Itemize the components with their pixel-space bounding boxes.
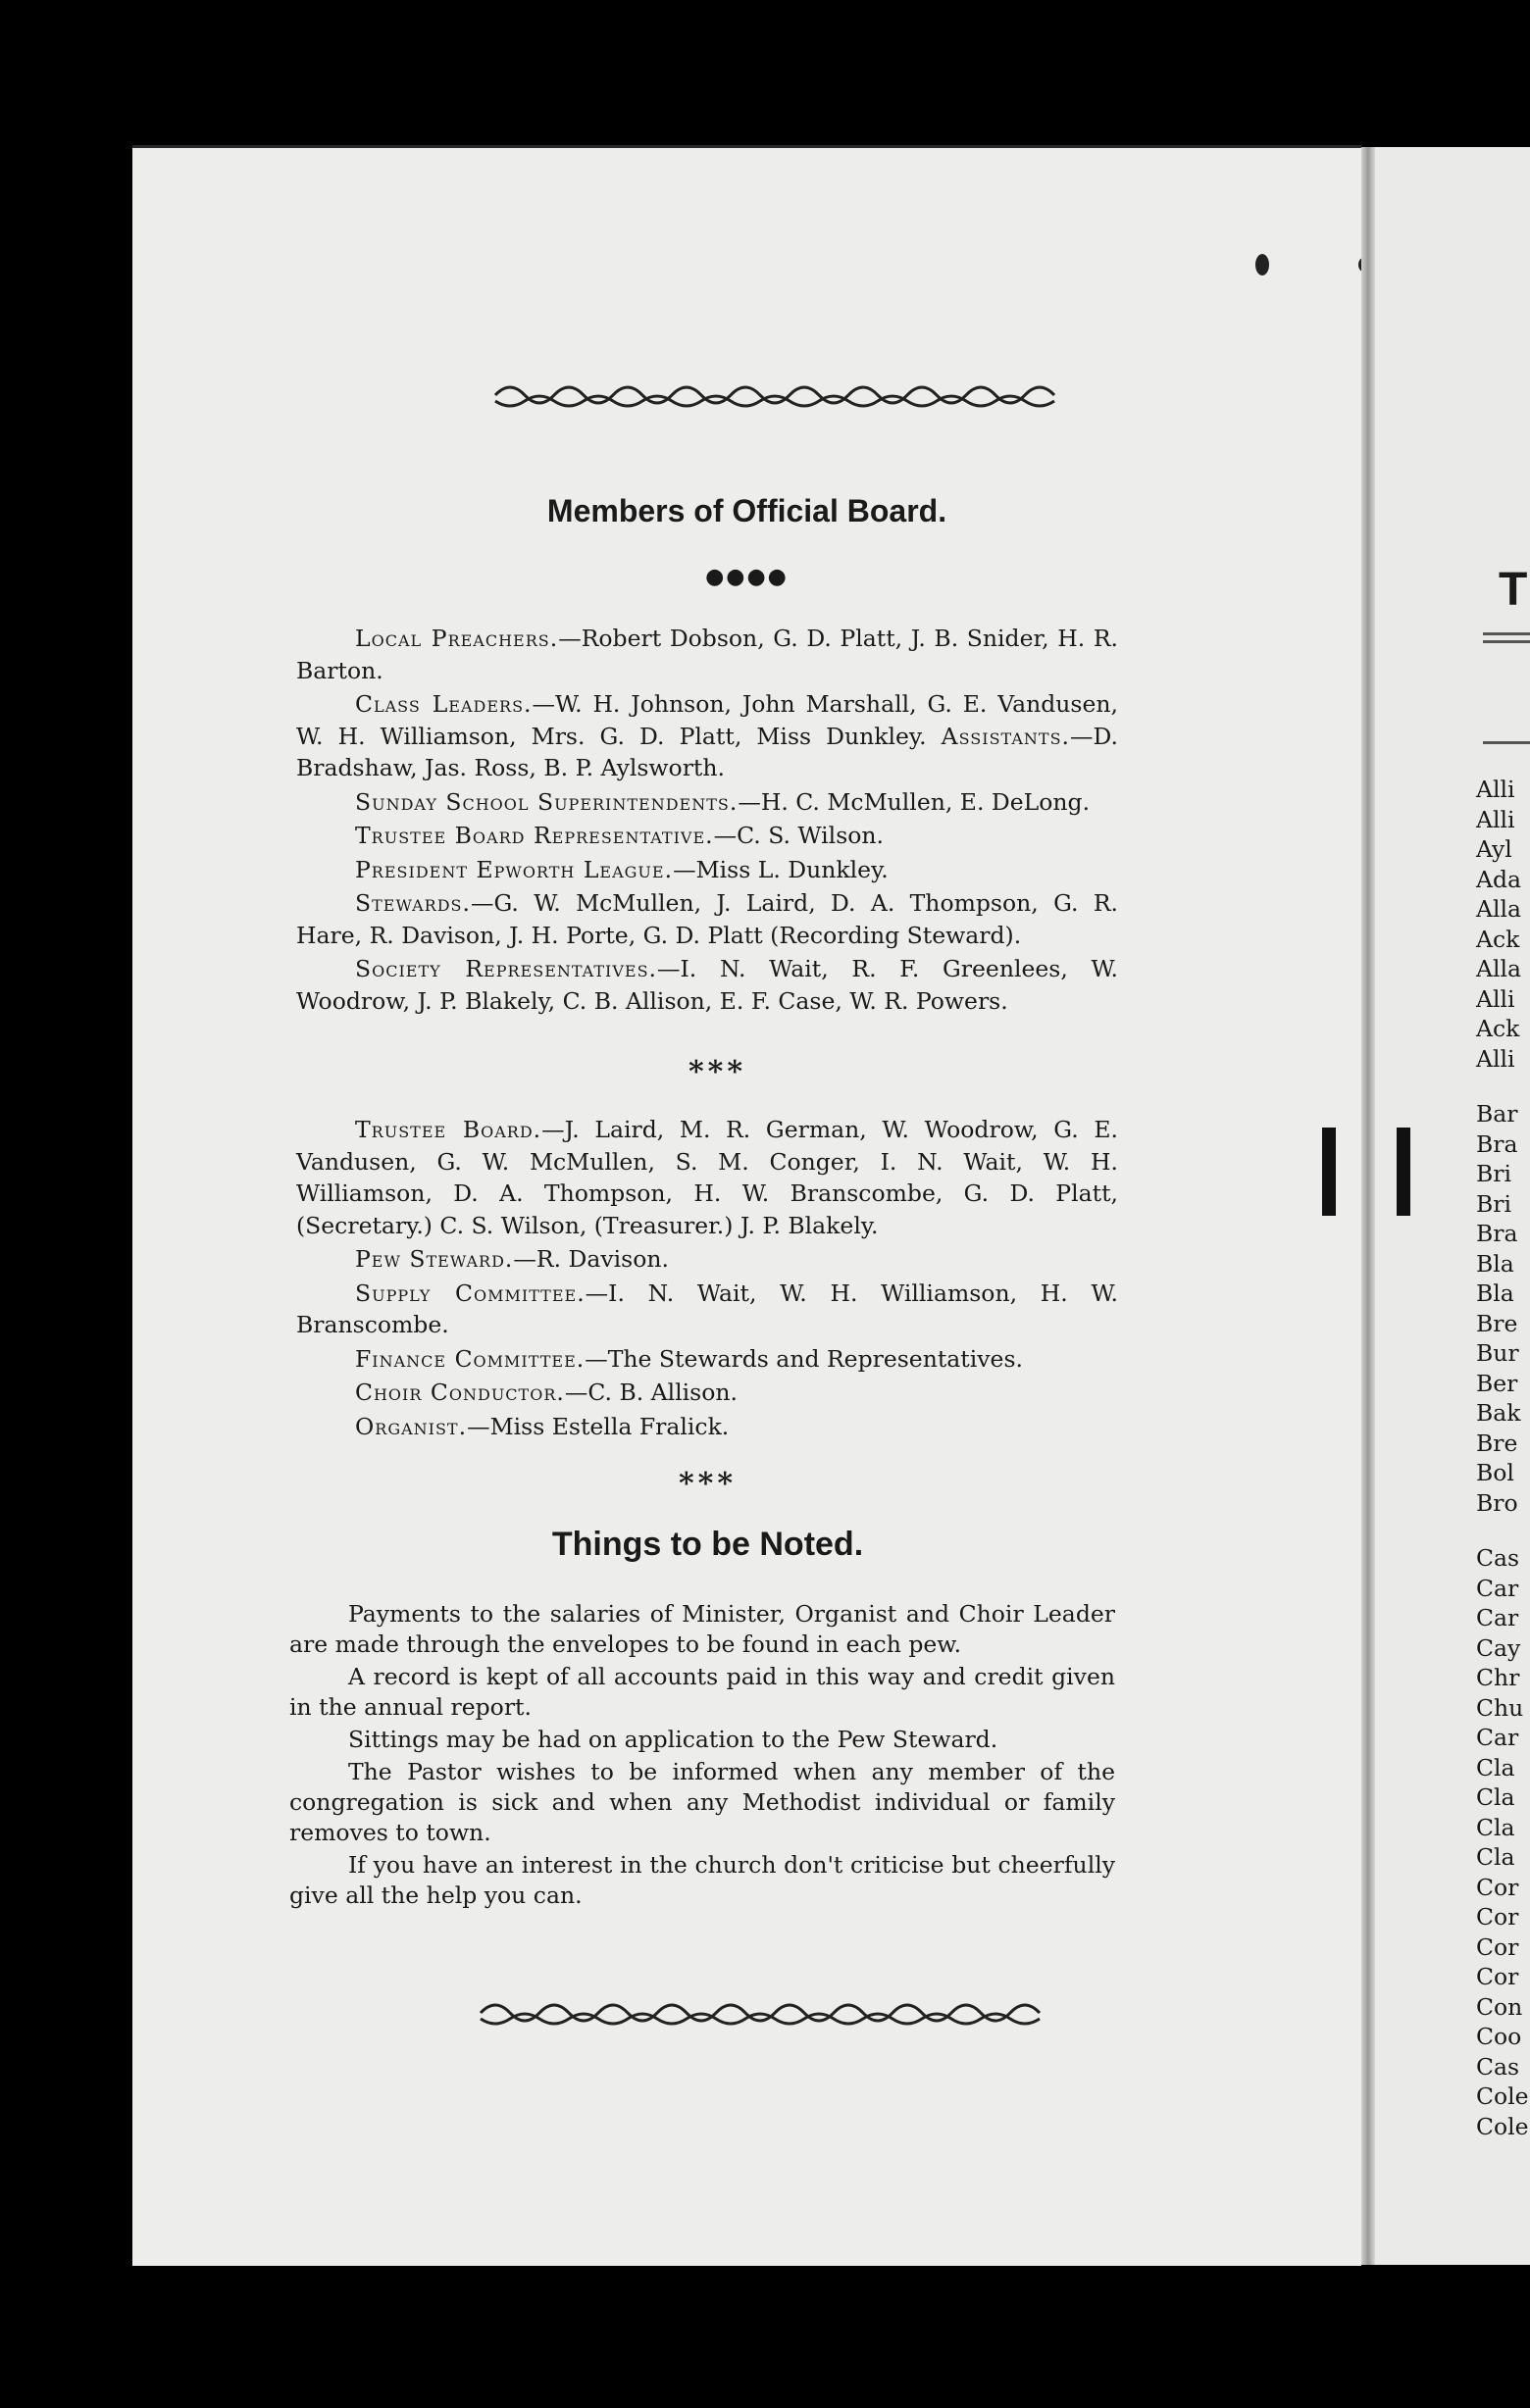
- list-item: Ack: [1476, 1015, 1520, 1042]
- list-item: Cas: [1476, 2052, 1520, 2081]
- separator-2: ***: [678, 1467, 738, 1501]
- list-item: Cor: [1476, 1903, 1519, 1931]
- entry-choir-conductor: Choir Conductor.—C. B. Allison.: [355, 1379, 738, 1406]
- entry-organist: Organist.—Miss Estella Fralick.: [355, 1412, 730, 1440]
- list-item: Cole: [1476, 2082, 1529, 2110]
- list-item: Bre: [1476, 1429, 1518, 1457]
- list-item: Alli: [1476, 1044, 1515, 1073]
- notes-title: Things to be Noted.: [551, 1526, 864, 1563]
- separator-1: ***: [688, 1055, 747, 1089]
- list-item: Cas: [1476, 1544, 1520, 1572]
- list-item: Ada: [1476, 865, 1522, 893]
- right-rule: [1483, 741, 1530, 744]
- top-ornament: [412, 376, 1148, 415]
- page-gutter: [1361, 147, 1375, 2265]
- list-item: Alli: [1476, 984, 1515, 1013]
- list-item: Bak: [1476, 1399, 1521, 1427]
- list-item: Bla: [1476, 1279, 1514, 1307]
- title-dots: ●●●●: [705, 565, 789, 589]
- right-rule: [1483, 632, 1530, 635]
- list-item: Cla: [1476, 1813, 1515, 1841]
- list-item: Ayl: [1476, 835, 1512, 863]
- list-item: Cla: [1476, 1843, 1515, 1871]
- entry-sunday-school: Sunday School Superintendents.—H. C. McMullen, E. DeLong.: [355, 787, 1091, 816]
- left-page: [132, 145, 1361, 2266]
- bottom-ornament: [397, 1993, 1133, 2032]
- list-item: Cor: [1476, 1873, 1519, 1901]
- note-paragraph: If you have an interest in the church don't criticise but cheerfully give all the help you can.: [289, 1851, 1115, 1909]
- list-item: Car: [1476, 1724, 1519, 1751]
- list-item: Con: [1476, 1992, 1523, 2021]
- list-item: Alli: [1476, 776, 1515, 803]
- right-group-a: [1476, 775, 1530, 1074]
- note-paragraph: A record is kept of all accounts paid in this way and credit given in the annual report.: [289, 1663, 1115, 1721]
- notes-body: [289, 1599, 1115, 1913]
- entry-trustee-rep: Trustee Board Representative.—C. S. Wilson.: [355, 822, 885, 849]
- ink-speck: [1255, 254, 1269, 276]
- list-item: Ber: [1476, 1369, 1518, 1397]
- right-rule: [1483, 640, 1530, 643]
- entry-class-leaders: Class Leaders.—W. H. Johnson, John Marshall, G. E. Vandusen, W. H. Williamson, Mrs. G. D. Platt, Miss Dunkley. Assistants.—D. Bradshaw, Jas. Ross, B. P. Aylsworth.: [296, 690, 1118, 781]
- list-item: Chu: [1476, 1693, 1524, 1722]
- right-group-b: [1476, 1099, 1530, 1518]
- list-item: Cla: [1476, 1753, 1515, 1781]
- right-page-heading: T: [1499, 564, 1528, 616]
- right-page-list: [1476, 775, 1530, 2167]
- list-item: Cay: [1476, 1633, 1521, 1662]
- list-item: Bla: [1476, 1249, 1514, 1278]
- list-item: Ack: [1476, 925, 1520, 953]
- list-item: Car: [1476, 1574, 1519, 1602]
- board-entries: [296, 623, 1118, 1019]
- board-title: Members of Official Board.: [546, 493, 947, 528]
- fold-bar-mark: [1397, 1128, 1410, 1216]
- note-paragraph: The Pastor wishes to be informed when any member of the congregation is sick and when any Methodist individual or family removes to town.: [289, 1758, 1115, 1846]
- entry-finance-committee: Finance Committee.—The Stewards and Representatives.: [355, 1344, 1023, 1373]
- list-item: Bol: [1476, 1459, 1514, 1486]
- entry-epworth: President Epworth League.—Miss L. Dunkley.: [355, 855, 889, 883]
- entry-supply-committee: Supply Committee.—I. N. Wait, W. H. Williamson, H. W. Branscombe.: [296, 1279, 1118, 1338]
- list-item: Bra: [1476, 1129, 1518, 1158]
- list-item: Bur: [1476, 1339, 1519, 1367]
- list-item: Bri: [1476, 1189, 1512, 1218]
- entry-local-preachers: Local Preachers.—Robert Dobson, G. D. Platt, J. B. Snider, H. R. Barton.: [296, 625, 1118, 684]
- list-item: Cole: [1476, 2112, 1529, 2140]
- right-group-c: [1476, 1543, 1530, 2141]
- list-item: Coo: [1476, 2023, 1522, 2050]
- list-item: Bar: [1476, 1100, 1518, 1128]
- list-item: Alli: [1476, 805, 1515, 833]
- list-item: Bra: [1476, 1220, 1518, 1247]
- list-item: Alla: [1476, 955, 1522, 982]
- list-item: Cor: [1476, 1963, 1519, 1990]
- entry-trustee-board: Trustee Board.—J. Laird, M. R. German, W. Woodrow, G. E. Vandusen, G. W. McMullen, S. M. Conger, I. N. Wait, W. H. Williamson, D. A. Thompson, H. W. Branscombe, G. D. Platt, (Secretary.) C. S. Wilson, (Treasurer.) J. P. Blakely.: [296, 1116, 1118, 1239]
- list-item: Cor: [1476, 1932, 1519, 1961]
- list-item: Bri: [1476, 1160, 1512, 1187]
- board-entries-2: [296, 1114, 1118, 1444]
- fold-bar-mark: [1322, 1128, 1336, 1216]
- list-item: Cla: [1476, 1783, 1515, 1811]
- list-item: Bre: [1476, 1309, 1518, 1337]
- note-paragraph: Sittings may be had on application to the Pew Steward.: [348, 1726, 998, 1753]
- entry-society-reps: Society Representatives.—I. N. Wait, R. F. Greenlees, W. Woodrow, J. P. Blakely, C. B. Allison, E. F. Case, W. R. Powers.: [296, 955, 1118, 1015]
- list-item: Chr: [1476, 1664, 1520, 1691]
- list-item: Alla: [1476, 895, 1522, 923]
- note-paragraph: Payments to the salaries of Minister, Organist and Choir Leader are made through the envelopes to be found in each pew.: [289, 1600, 1115, 1658]
- entry-stewards: Stewards.—G. W. McMullen, J. Laird, D. A. Thompson, G. R. Hare, R. Davison, J. H. Porte, G. D. Platt (Recording Steward).: [296, 889, 1118, 949]
- list-item: Bro: [1476, 1488, 1518, 1517]
- entry-pew-steward: Pew Steward.—R. Davison.: [355, 1245, 669, 1273]
- list-item: Car: [1476, 1604, 1519, 1631]
